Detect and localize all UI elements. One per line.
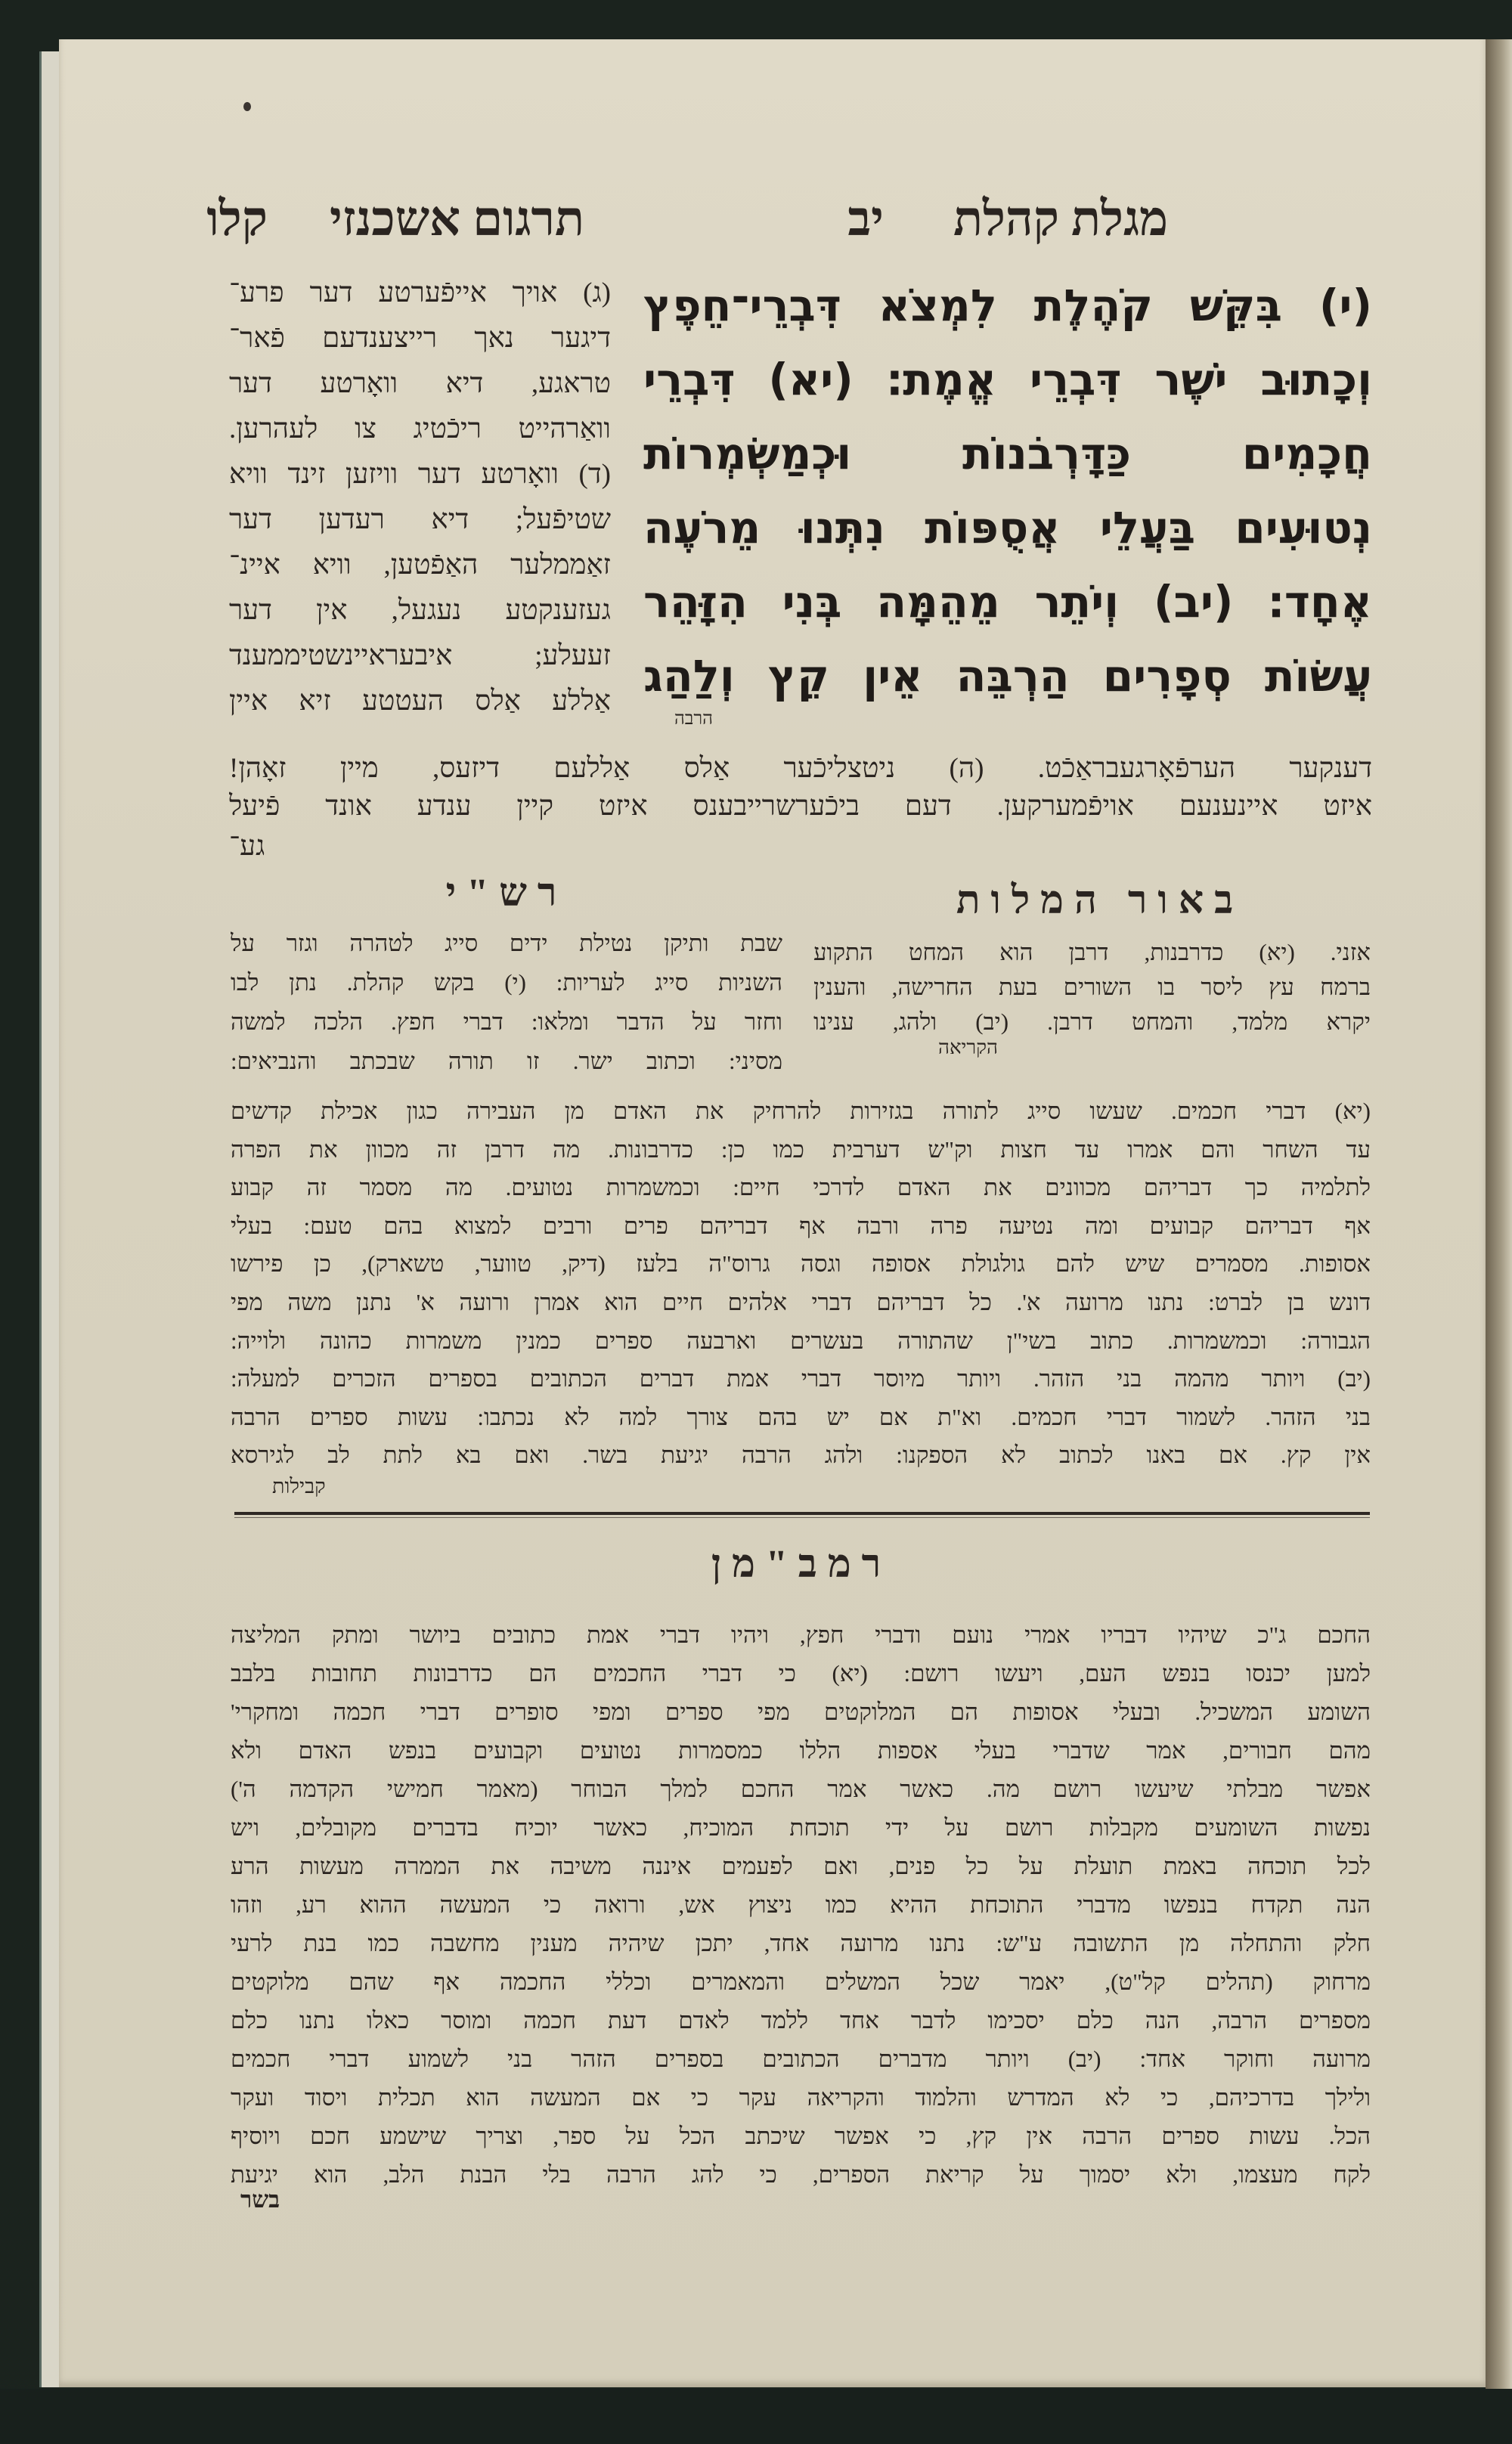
running-header-book [828, 189, 1168, 249]
translation-line: (ג) אויך אייפֿערטע דער פרע־ [229, 277, 611, 308]
ramban-line: השומע המשכיל. ובעלי אסופות הם המלוקטים מפי ספרים ומפי סופרים דברי חכמה ומחקרי' [231, 1699, 1371, 1725]
rashi-line: מסיני: וכתוב ישר. זו תורה שבכתב והנביאים: [231, 1048, 782, 1074]
chapter-number: יב [847, 192, 884, 246]
ramban-line: לקח מעצמו, ולא יסמוך על קריאת הספרים, כי להג הרבה בלי הבנת הלב, הוא יגיעת [231, 2161, 1371, 2188]
commentary-line: בני הזהר. לשמור דברי חכמים. וא"ת אם יש בהם צורך למה לא נכתבו: עשות ספרים הרבה [231, 1403, 1371, 1430]
margin-note: הרבה [674, 709, 713, 729]
rashi-title: רש"י [445, 872, 568, 915]
biur-line: אזני. (יא) כדרבנות, דרבן הוא המחט התקוע [813, 939, 1371, 965]
translation-line: זאַממלער האַפֿטען, וויא איינ־ [229, 550, 611, 581]
ramban-title: רמב"מן [711, 1543, 892, 1586]
translation-line: טראגע, דיא וואָרטע דער [229, 368, 611, 399]
commentary-line: אסופות. מסמרים שיש להם גולגולת אסופה וגסה גרוס"ה בלעז (דיק, טווער, טשארק), כן פירשו [231, 1250, 1371, 1278]
ramban-line: למען יכנסו בנפש העם, ויעשו רושם: (יא) כי דברי החכמים הם כדרבונות תחובות בלבב [231, 1660, 1371, 1687]
commentary-line: עד השחר והם אמרו עד חצות וק"ש דערבית כמו כן: כדרבונות. מה דרבן זה מכוון את הפרה [231, 1135, 1371, 1163]
translation-catchword: גע־ [229, 831, 265, 862]
ink-spot [243, 102, 251, 111]
translation-line: שטיפֿעל; דיא רעדען דער [229, 504, 611, 535]
commentary-line: אף דבריהם קבועים ומה נטיעה פרה ורבה אף דבריהם פרים ורבים למצוא בהם טעם: בעלי [231, 1212, 1371, 1239]
rashi-line: השניות סייג לעריות: (י) בקש קהלת. נתן לבו [231, 969, 782, 996]
ramban-line: חלק והתחלה מן התשובה ע"ש: נתנו מרועה אחד, יתכן שיהיה מענין מחשבה כמו בנת לרעי [231, 1930, 1371, 1956]
commentary-line: (יב) ויותר מהמה בני הזהר. ויותר מיוסר דברי אמת דברים הכתובים בספרים הזכרים למעלה: [231, 1365, 1371, 1392]
verse-line: חֲכָמִים כַּדָּרְבֹנוֹת וּכְמַשְׂמְרוֹת [643, 428, 1372, 479]
commentary-line: דונש בן לברט: נתנו מרועה א'. כל דבריהם דברי אלהים חיים הוא אמרן ורועה א' נתנן משה מפי [231, 1289, 1371, 1315]
commentary-line: לתלמיה כך דבריהם מכוונים את האדם לדרכי חיים: וכמשמרות נטועים. מה מסמר זה קבוע [231, 1174, 1371, 1201]
rashi-line: שבת ותיקן נטילת ידים סייג לטהרה וגזר על [231, 930, 782, 956]
ramban-line: החכם ג"כ שיהיו דבריו אמרי נועם ודברי חפץ, ויהיו דברי אמת כתובים ביושר ומתק המליצה [231, 1622, 1371, 1648]
ramban-line: מספרים הרבה, הנה כלם יסכימו לדבר אחד ללמד לאדם דעת חכמה ומוסר כאלו נתנו כלם [231, 2007, 1371, 2034]
translation-line: אַללע אַלס העטטע זיא איין [229, 686, 611, 717]
ramban-line: לכל תוכחה באמת תועלת על כל פנים, ואם לפעמים איננה משיבה את הממרה מעשות הרע [231, 1853, 1371, 1879]
next-page-edge [1486, 39, 1512, 2390]
verse-line: עֲשׂוֹת סְפָרִים הַרְבֵּה אֵין קֵץ וְלַהַג [643, 650, 1372, 702]
section-divider-thin [234, 1517, 1370, 1518]
verse-line: נְטוּעִים בַּעֲלֵי אֲסֻפּוֹת נִתְּנוּ מֵרֹעֶה [643, 502, 1372, 553]
translation-line: (ד) וואָרטע דער וויזען זינד וויא [229, 459, 611, 490]
ramban-line: נפשות השומעים מקבלות רושם על ידי תוכחת המוכיח, כאשר יוכיח בדברים מקובלים, ויש [231, 1814, 1371, 1841]
verse-line: וְכָתוּב יֹשֶׁר דִּבְרֵי אֱמֶת׃ (יא) דִּבְרֵי [643, 354, 1372, 405]
translation-line: וואַרהייט ריכֿטיג צו לעהרען. [229, 414, 611, 445]
biur-line: יקרא מלמד, והמחט דרבן. (יב) ולהג, ענינו [813, 1008, 1371, 1035]
ramban-line: הכל. עשות ספרים הרבה אין קץ, כי אפשר שיכתב הכל על ספר, וצריך שישמע חכם ויוסיף [231, 2123, 1371, 2149]
ramban-catchword: בשר [240, 2186, 280, 2213]
book-cover-bottom [0, 2389, 1512, 2444]
biur-catchword: הקריאה [937, 1036, 998, 1058]
verse-line: (י) בִּקֵּשׁ קֹהֶלֶת לִמְצֹא דִּבְרֵי־חֵפֶץ [643, 280, 1372, 331]
ramban-line: מרועה וחוקר אחד: (יב) ויותר מדברים הכתובים בספרים הזהר בני לשמוע דברי חכמים [231, 2046, 1371, 2072]
translation-line: זעעלע; איבעראיינשטיממענד [229, 640, 611, 671]
commentary-line: אין קץ. אם באנו לכתוב לא הספקנו: ולהג הרבה יגיעת בשר. ואם בא לתת לב לגירסא [231, 1442, 1371, 1469]
ramban-line: מרחוק (תהלים קל"ט), יאמר שכל המשלים והמאמרים וכללי החכמה אף שהם מלוקטים [231, 1969, 1371, 1995]
book-title: מגלת קהלת [953, 192, 1168, 246]
biur-title: באור המלות [956, 879, 1244, 922]
ramban-line: אפשר מבלתי שיעשו רושם מה. כאשר אמר החכם למלך הבוחר (מאמר חמישי הקדמה ה') [231, 1776, 1371, 1802]
page-number: קלו [206, 192, 268, 246]
section-divider [234, 1512, 1370, 1515]
biur-line: ברמח עץ ליסר בו השורים בעת החרישה, והענין [813, 974, 1371, 1000]
commentary-catchword: קבילות [272, 1475, 326, 1498]
ramban-line: ולילך בדרכיהם, כי לא המדרש והלמוד והקריאה עקר כי אם המעשה הוא תכלית ויסוד ועקר [231, 2084, 1371, 2111]
verse-line: אֶחָד׃ (יב) וְיֹתֵר מֵהֵמָּה בְּנִי הִזָּהֵר [643, 576, 1372, 627]
ramban-line: הנה תקדח בנפשו מדברי התוכחת ההיא כמו ניצוץ אש, ורואה כי המעשה ההוא רע, וזהו [231, 1891, 1371, 1918]
translation-line: דיגער נאך רייצענדעם פֿאר־ [229, 323, 611, 354]
translation-line: געזענקטע נעגעל, אין דער [229, 595, 611, 626]
rashi-line: וחזר על הדבר ומלאו: דברי חפץ. הלכה למשה [231, 1008, 782, 1035]
translation-title: תרגום אשכנזי [329, 192, 584, 246]
running-header-translation [206, 189, 584, 249]
commentary-line: הגבורה: וכמשמרות. כתוב בשי"ן שהתורה בעשרים וארבעה ספרים כמנין משמרות כהונה ולוייה: [231, 1327, 1371, 1354]
translation-line: דענקער הערפֿאָרגעבראַכֿט. (ה) ניטצליכֿער אַלס אַללעם דיזעס, מיין זאָהן! [229, 753, 1372, 784]
translation-line: איזט איינענעם אויפֿמערקען. דעם ביכֿערשרייבענס איזט קיין ענדע אונד פֿיעל [229, 791, 1372, 822]
commentary-line: (יא) דברי חכמים. שעשו סייג לתורה בגזירות להרחיק את האדם מן העבירה כגון אכילת קדשים [231, 1098, 1371, 1124]
ramban-line: מהם חבורים, אמר שדברי בעלי אספות הללו כמסמרות נטועים וקבועים בנפש האדם ולא [231, 1737, 1371, 1764]
